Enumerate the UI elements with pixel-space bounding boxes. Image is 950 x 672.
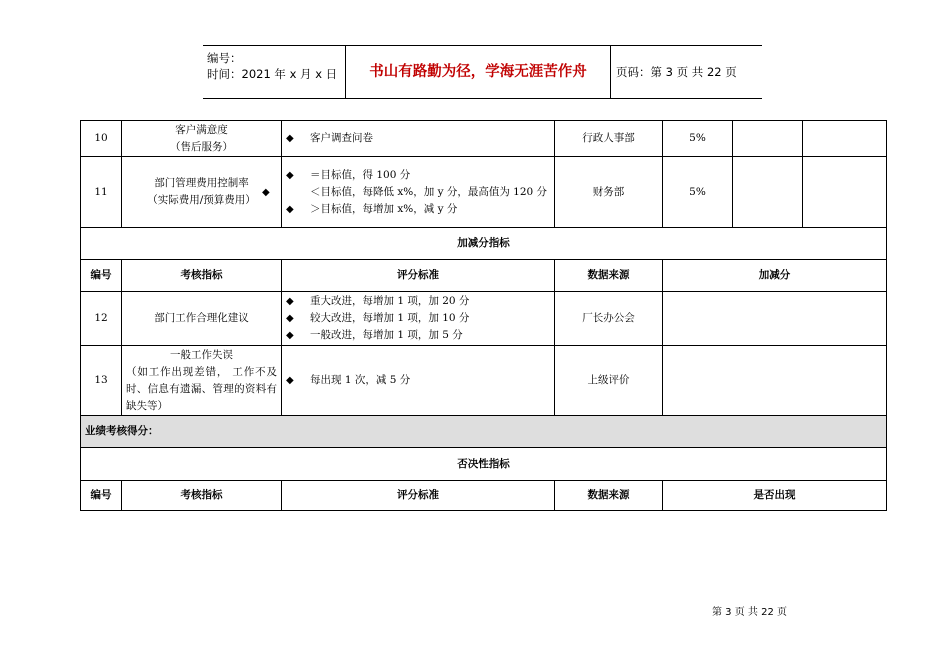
- criteria-cell: [282, 121, 555, 157]
- performance-score-label: 业绩考核得分：: [81, 416, 887, 448]
- table-row: [81, 346, 887, 416]
- page-footer: 第 3 页 共 22 页: [712, 607, 787, 618]
- page-header: [203, 45, 762, 99]
- header-time-label: 时间：2021 年 x 月 x 日: [207, 67, 338, 81]
- row-number: 10: [81, 121, 122, 157]
- header-occurred: 是否出现: [663, 481, 887, 511]
- header-source: 数据来源: [555, 260, 663, 292]
- criteria-text: 较大改进，每增加 1 项，加 10 分: [310, 312, 470, 324]
- header-number: 编号: [81, 481, 122, 511]
- indicator-cell: 部门工作合理化建议: [122, 292, 282, 346]
- empty-cell: [733, 157, 803, 228]
- bullet-icon: ◆: [286, 296, 294, 307]
- indicator-text: 部门管理费用控制率: [154, 177, 249, 189]
- header-number: 编号: [81, 260, 122, 292]
- criteria-cell: [282, 346, 555, 416]
- bullet-icon: ◆: [262, 186, 270, 198]
- weight-cell: 5%: [663, 157, 733, 228]
- header-indicator: 考核指标: [122, 481, 282, 511]
- criteria-text: 一般改进，每增加 1 项，加 5 分: [310, 329, 463, 341]
- table-row: [81, 121, 887, 157]
- header-motto: 书山有路勤为径，学海无涯苦作舟: [346, 46, 611, 98]
- criteria-text: 重大改进，每增加 1 项，加 20 分: [310, 295, 470, 307]
- weight-cell: 5%: [663, 121, 733, 157]
- bullet-icon: ◆: [286, 375, 294, 386]
- criteria-cell: [262, 157, 555, 228]
- row-number: 13: [81, 346, 122, 416]
- table-header-row: [81, 260, 887, 292]
- indicator-text: （如工作出现差错， 工作不及时、信息有遗漏、管理的资料有缺失等）: [126, 365, 277, 412]
- score-cell: [663, 292, 887, 346]
- header-source: 数据来源: [555, 481, 663, 511]
- header-score: 加减分: [663, 260, 887, 292]
- source-cell: 上级评价: [555, 346, 663, 416]
- assessment-table: [80, 120, 887, 511]
- header-number-label: 编号：: [207, 51, 242, 65]
- table-row: [81, 157, 887, 228]
- source-cell: 财务部: [555, 157, 663, 228]
- bullet-icon: ◆: [286, 203, 294, 215]
- bullet-icon: ◆: [286, 330, 294, 341]
- empty-cell: [803, 157, 887, 228]
- criteria-text: ＜目标值，每降低 x%，加 y 分，最高值为 120 分: [310, 185, 548, 198]
- table-header-row: [81, 481, 887, 511]
- header-criteria: 评分标准: [282, 481, 555, 511]
- indicator-text: 一般工作失误: [170, 348, 233, 361]
- criteria-cell: [282, 292, 555, 346]
- indicator-text: 客户满意度: [175, 123, 228, 136]
- header-indicator: 考核指标: [122, 260, 282, 292]
- empty-cell: [733, 121, 803, 157]
- table-row: [81, 292, 887, 346]
- header-left-cell: [203, 46, 346, 98]
- bullet-icon: ◆: [286, 133, 294, 144]
- indicator-text: （售后服务）: [170, 140, 233, 153]
- indicator-cell: [122, 157, 282, 228]
- header-criteria: 评分标准: [282, 260, 555, 292]
- section-title-row: [81, 228, 887, 260]
- header-page-label: 页码：第 3 页 共 22 页: [616, 65, 737, 79]
- empty-cell: [803, 121, 887, 157]
- bullet-icon: ◆: [286, 169, 294, 181]
- section-title-row: [81, 448, 887, 481]
- veto-section-title: 否决性指标: [81, 448, 887, 481]
- criteria-text: ＝目标值，得 100 分: [310, 168, 411, 181]
- indicator-cell: [122, 121, 282, 157]
- row-number: 12: [81, 292, 122, 346]
- criteria-text: 每出现 1 次，减 5 分: [310, 374, 411, 386]
- source-cell: 行政人事部: [555, 121, 663, 157]
- bullet-icon: ◆: [286, 313, 294, 324]
- row-number: 11: [81, 157, 122, 228]
- score-cell: [663, 346, 887, 416]
- indicator-text: （实际费用/预算费用）: [147, 194, 256, 206]
- criteria-text: 客户调查问卷: [310, 132, 373, 144]
- indicator-cell: [122, 346, 282, 416]
- score-row: [81, 416, 887, 448]
- criteria-text: ＞目标值，每增加 x%，减 y 分: [310, 202, 458, 215]
- source-cell: 厂长办公会: [555, 292, 663, 346]
- bonus-section-title: 加减分指标: [81, 228, 887, 260]
